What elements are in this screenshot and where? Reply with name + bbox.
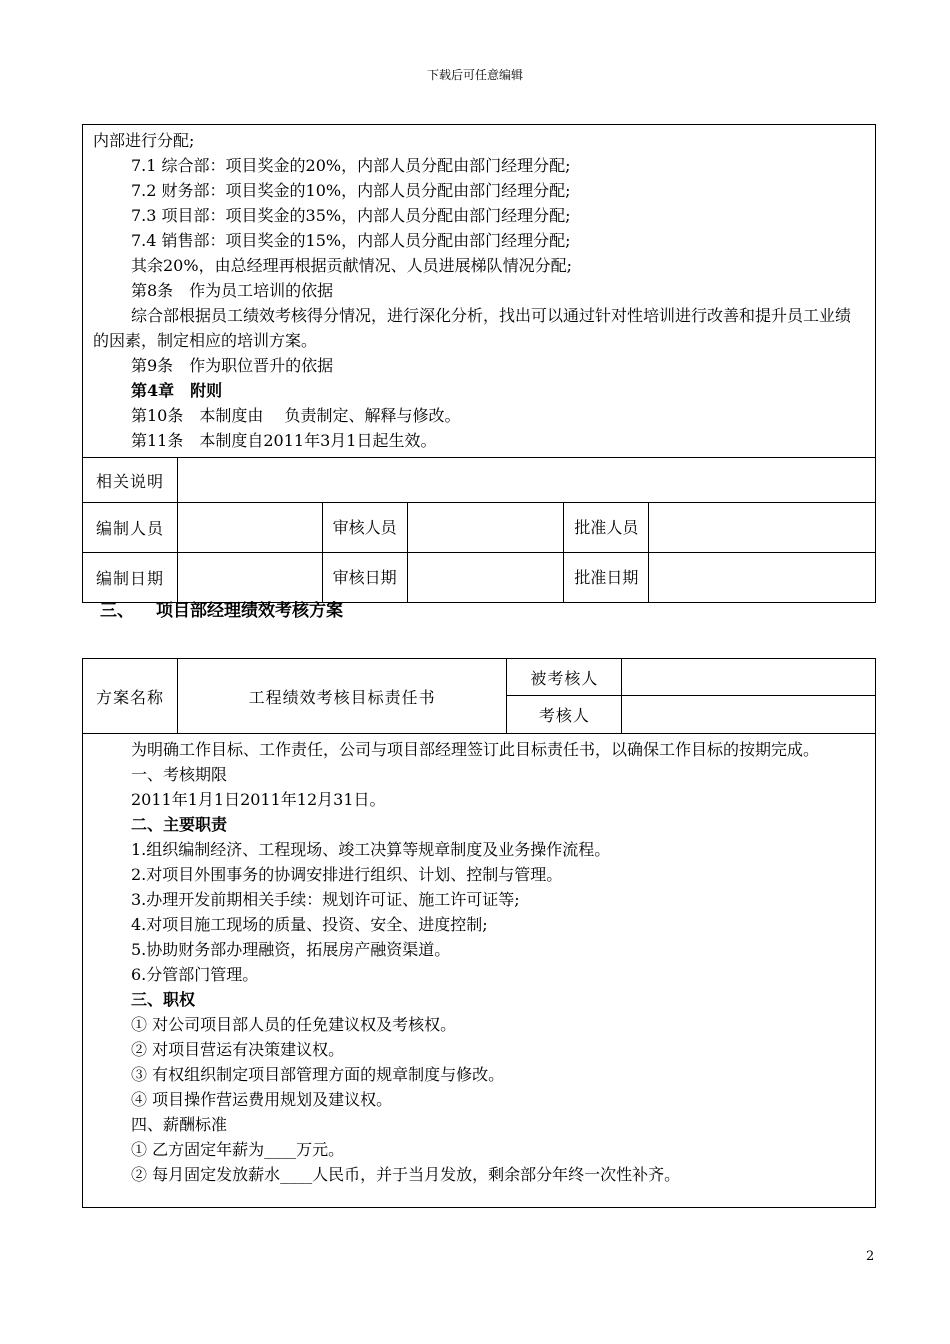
- content-line: 7.4 销售部：项目奖金的15%，内部人员分配由部门经理分配;: [131, 231, 571, 250]
- content-heading: 四、薪酬标准: [131, 1115, 228, 1134]
- page-number: 2: [866, 1249, 875, 1264]
- content-line: 内部进行分配;: [93, 131, 195, 150]
- plan-content: [83, 734, 876, 1208]
- assessor-value: [622, 696, 876, 734]
- reviewer-label: 审核人员: [322, 503, 407, 553]
- content-line: ① 乙方固定年薪为____万元。: [131, 1140, 345, 1159]
- content-line: 7.3 项目部：项目奖金的35%，内部人员分配由部门经理分配;: [131, 206, 571, 225]
- compile-date-label: 编制日期: [83, 553, 178, 603]
- compiler-value: [177, 503, 322, 553]
- assessee-value: [622, 659, 876, 696]
- regulation-table: [82, 124, 876, 603]
- content-line: ③ 有权组织制定项目部管理方面的规章制度与修改。: [131, 1065, 505, 1084]
- content-line: 5.协助财务部办理融资，拓展房产融资渠道。: [131, 940, 451, 959]
- content-line: 综合部根据员工绩效考核得分情况，进行深化分析，找出可以通过针对性培训进行改善和提升员工业绩的因素，制定相应的培训方案。: [93, 306, 852, 350]
- assessor-label: 考核人: [507, 696, 622, 734]
- regulation-content: [83, 125, 876, 458]
- section-heading: [100, 596, 343, 621]
- content-line: 第9条 作为职位晋升的依据: [131, 356, 334, 375]
- plan-name-label: 方案名称: [83, 659, 178, 734]
- content-line: ① 对公司项目部人员的任免建议权及考核权。: [131, 1015, 457, 1034]
- content-line: 6.分管部门管理。: [131, 965, 259, 984]
- content-line: 3.办理开发前期相关手续：规划许可证、施工许可证等;: [131, 890, 520, 909]
- content-line: ② 每月固定发放薪水____人民币，并于当月发放，剩余部分年终一次性补齐。: [131, 1165, 681, 1184]
- approve-date-label: 批准日期: [564, 553, 649, 603]
- assessment-plan-table: [82, 658, 876, 1208]
- approver-value: [649, 503, 876, 553]
- related-notes-label: 相关说明: [83, 458, 178, 503]
- content-line: ② 对项目营运有决策建议权。: [131, 1040, 345, 1059]
- reviewer-value: [407, 503, 564, 553]
- content-line: 第11条 本制度自2011年3月1日起生效。: [131, 431, 437, 450]
- section-title-text: 项目部经理绩效考核方案: [156, 601, 343, 621]
- compiler-label: 编制人员: [83, 503, 178, 553]
- content-heading: 三、职权: [131, 990, 196, 1009]
- content-line: 其余20%，由总经理再根据贡献情况、人员进展梯队情况分配;: [131, 256, 572, 275]
- section-number: 三、: [100, 601, 134, 621]
- related-notes-value: [177, 458, 875, 503]
- content-line: 4.对项目施工现场的质量、投资、安全、进度控制;: [131, 915, 488, 934]
- assessee-label: 被考核人: [507, 659, 622, 696]
- approve-date-value: [649, 553, 876, 603]
- compile-date-value: [177, 553, 322, 603]
- content-line: 1.组织编制经济、工程现场、竣工决算等规章制度及业务操作流程。: [131, 840, 611, 859]
- review-date-value: [407, 553, 564, 603]
- content-line: 第8条 作为员工培训的依据: [131, 281, 334, 300]
- content-line: 2.对项目外围事务的协调安排进行组织、计划、控制与管理。: [131, 865, 563, 884]
- plan-name-value: 工程绩效考核目标责任书: [177, 659, 507, 734]
- content-line: 2011年1月1日2011年12月31日。: [131, 790, 386, 809]
- content-line: 7.1 综合部：项目奖金的20%，内部人员分配由部门经理分配;: [131, 156, 571, 175]
- page-header-note: 下载后可任意编辑: [426, 68, 523, 82]
- content-line: 第10条 本制度由 负责制定、解释与修改。: [131, 406, 461, 425]
- content-line: 为明确工作目标、工作责任，公司与项目部经理签订此目标责任书，以确保工作目标的按期完成。: [131, 740, 820, 759]
- content-line: 7.2 财务部：项目奖金的10%，内部人员分配由部门经理分配;: [131, 181, 571, 200]
- chapter-heading: 第4章 附则: [131, 381, 223, 400]
- content-line: ④ 项目操作营运费用规划及建议权。: [131, 1090, 393, 1109]
- content-heading: 二、主要职责: [131, 815, 228, 834]
- content-heading: 一、考核期限: [131, 765, 228, 784]
- approver-label: 批准人员: [564, 503, 649, 553]
- review-date-label: 审核日期: [322, 553, 407, 603]
